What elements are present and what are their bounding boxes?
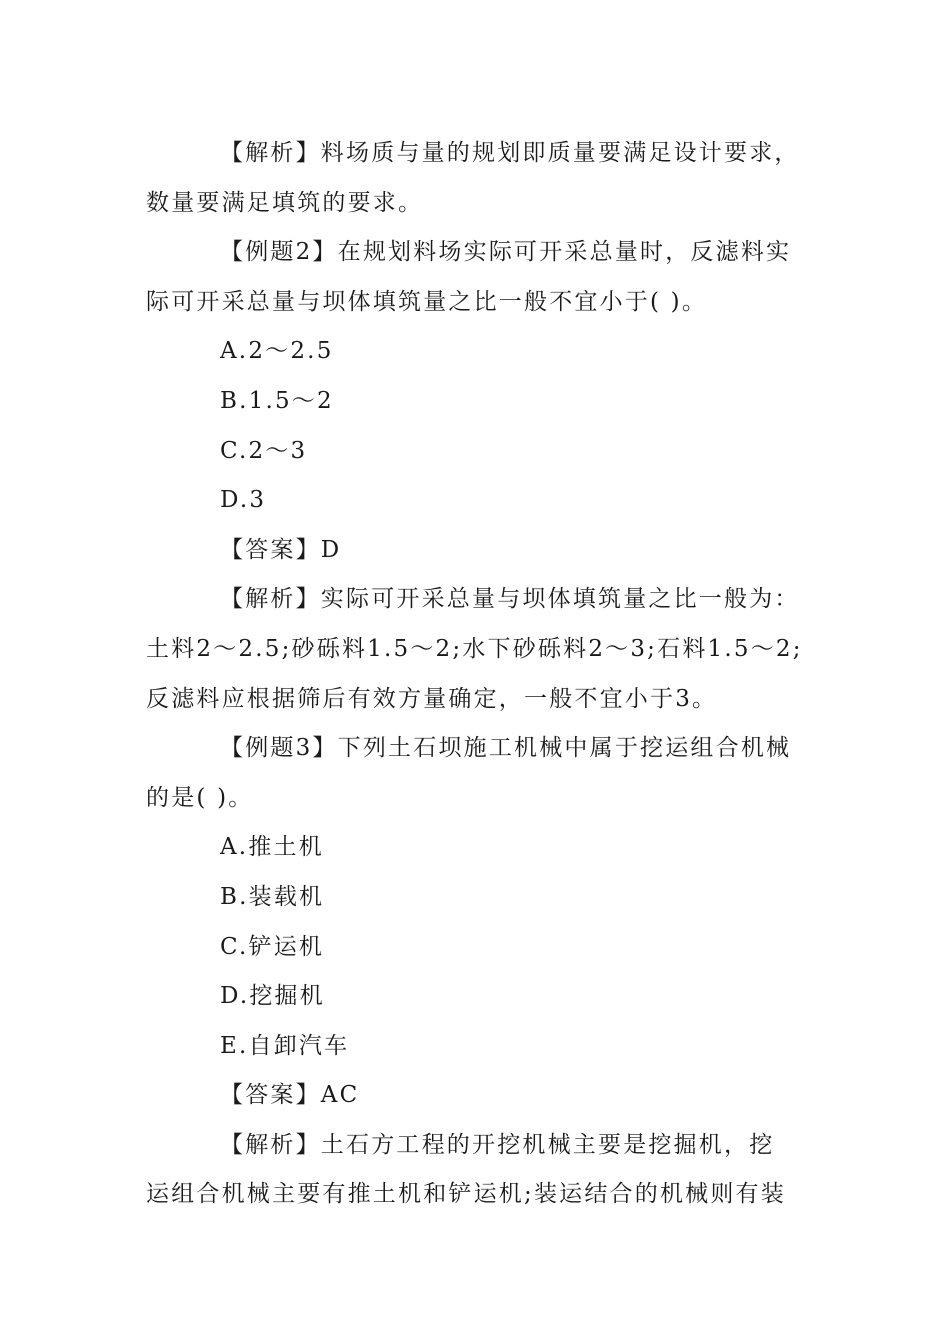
example-2-option-c: C.2～3 <box>220 437 308 464</box>
example-3-question-line-1: 【例题3】下列土石坝施工机械中属于挖运组合机械 <box>220 735 792 762</box>
example-2-answer: 【答案】D <box>220 536 342 563</box>
example-3-answer: 【答案】AC <box>220 1082 360 1109</box>
example-3-option-d: D.挖掘机 <box>220 983 325 1010</box>
example-2-option-b: B.1.5～2 <box>220 387 334 414</box>
example-2-explanation-line-1: 【解析】实际可开采总量与坝体填筑量之比一般为： <box>220 586 800 613</box>
example-2-option-a: A.2～2.5 <box>220 338 334 365</box>
example-2-explanation-line-3: 反滤料应根据筛后有效方量确定，一般不宜小于3。 <box>146 685 718 712</box>
example-3-option-a: A.推土机 <box>220 834 324 861</box>
example-3-explanation-line-2: 运组合机械主要有推土机和铲运机;装运结合的机械则有装 <box>146 1181 786 1208</box>
explanation-1-line-2: 数量要满足填筑的要求。 <box>146 189 424 216</box>
example-3-option-c: C.铲运机 <box>220 933 325 960</box>
example-2-question-line-1: 【例题2】在规划料场实际可开采总量时，反滤料实 <box>220 239 792 266</box>
example-3-option-b: B.装载机 <box>220 883 325 910</box>
example-2-question-line-2: 际可开采总量与坝体填筑量之比一般不宜小于( )。 <box>146 288 708 315</box>
document-body <box>146 129 816 1220</box>
explanation-1-line-1: 【解析】料场质与量的规划即质量要满足设计要求， <box>220 140 800 166</box>
example-3-explanation-line-1: 【解析】土石方工程的开挖机械主要是挖掘机，挖 <box>220 1131 775 1158</box>
example-3-option-e: E.自卸汽车 <box>220 1032 350 1059</box>
example-3-question-line-2: 的是( )。 <box>146 784 254 811</box>
example-2-option-d: D.3 <box>220 487 267 514</box>
example-2-explanation-line-2: 土料2～2.5;砂砾料1.5～2;水下砂砾料2～3;石料1.5～2; <box>146 635 803 662</box>
